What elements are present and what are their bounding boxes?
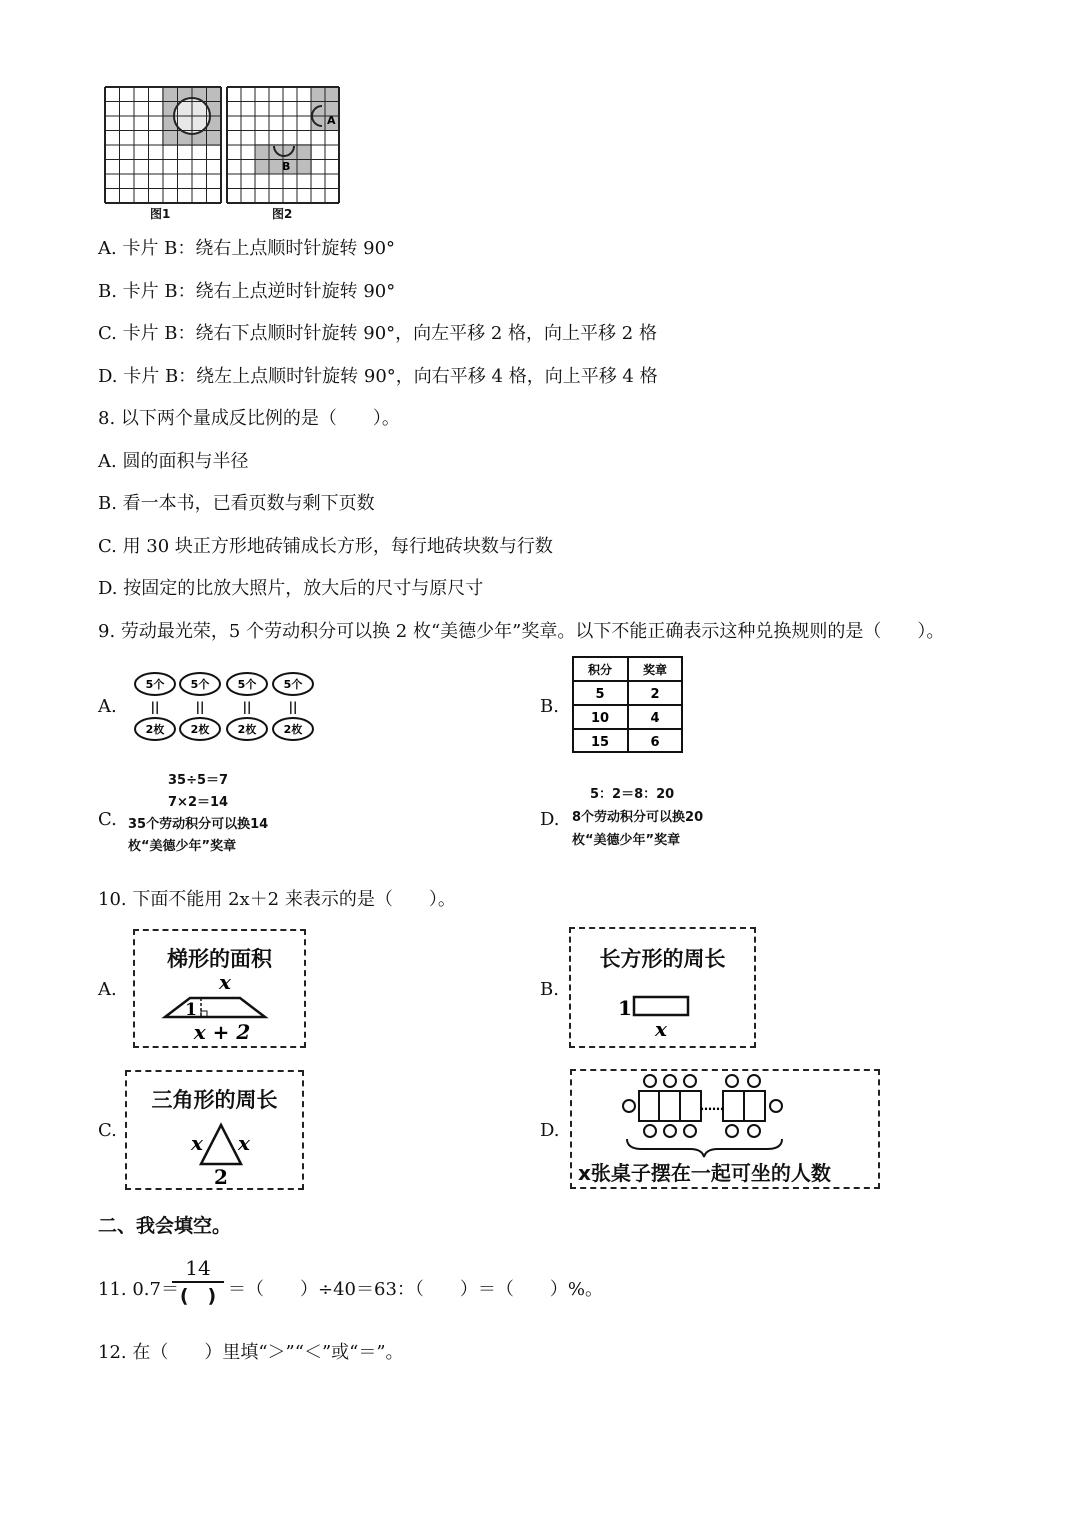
fraction-bar (172, 1281, 224, 1283)
triangle-perimeter-title: 三角形的周长 (151, 1088, 278, 1112)
q11-numerator: 14 (185, 1256, 211, 1280)
q9-label-d: D. (540, 809, 560, 830)
q11-prefix: 11. 0.7＝ (98, 1279, 179, 1300)
q9b-header-points: 积分 (587, 663, 613, 677)
q9-stem: 9. 劳动最光荣，5 个劳动积分可以换 2 枚“美德少年”奖章。以下不能正确表示这种兑换规则的是（ ）。 (98, 621, 945, 642)
q9-label-b: B. (540, 696, 559, 717)
q10-label-b: B. (540, 979, 559, 1000)
q9b-header-medals: 奖章 (642, 663, 668, 677)
q9a-eq-1: || (150, 700, 160, 714)
q9b-cell: 5 (595, 687, 605, 702)
q9b-cell: 15 (590, 735, 610, 750)
q9c-line-1: 35÷5＝7 (168, 773, 229, 788)
rectangle-bottom-x: x (655, 1017, 667, 1041)
q11-denominator: ( ) (179, 1285, 217, 1307)
q11-suffix: ＝（ ）÷40＝63：（ ）＝（ ）%。 (228, 1279, 603, 1300)
q8-option-d: D. 按固定的比放大照片，放大后的尺寸与原尺寸 (98, 578, 484, 599)
q9a-bottom-3: 2枚 (237, 723, 257, 736)
q7-option-b: B. 卡片 B：绕右上点逆时针旋转 90° (98, 281, 396, 302)
trapezoid-top-x: x (219, 970, 231, 994)
grid-figure-1 (104, 86, 222, 204)
q9-option-c-text (128, 770, 268, 858)
trapezoid-area-title: 梯形的面积 (167, 947, 272, 971)
q8-option-a: A. 圆的面积与半径 (98, 451, 249, 472)
q10-label-c: C. (98, 1120, 117, 1141)
q8-option-b: B. 看一本书，已看页数与剩下页数 (98, 493, 375, 514)
grid-figure-2 (226, 86, 340, 204)
triangle-base: 2 (214, 1165, 228, 1189)
tables-caption: x张桌子摆在一起可坐的人数 (578, 1161, 831, 1185)
q9-option-b-table (572, 656, 684, 754)
q9a-eq-2: || (195, 700, 205, 714)
figure-label-a: A (327, 114, 336, 127)
q9b-cell: 2 (650, 687, 660, 702)
q9a-top-4: 5个 (283, 678, 303, 691)
q9a-bottom-2: 2枚 (190, 723, 210, 736)
q9a-bottom-4: 2枚 (283, 723, 303, 736)
triangle-left-x: x (191, 1131, 203, 1155)
q9b-cell: 6 (650, 735, 660, 750)
q10-option-a-box (133, 929, 306, 1048)
q7-option-d: D. 卡片 B：绕左上点顺时针旋转 90°，向右平移 4 格，向上平移 4 格 (98, 366, 658, 387)
q7-option-c: C. 卡片 B：绕右下点顺时针旋转 90°，向左平移 2 格，向上平移 2 格 (98, 323, 657, 344)
figure-1-caption: 图1 (150, 207, 171, 221)
q9-option-a-figure (130, 670, 320, 745)
q9-label-c: C. (98, 809, 117, 830)
q9-option-d-text (572, 783, 703, 852)
q10-option-b-box (569, 927, 756, 1048)
q9b-cell: 10 (590, 711, 610, 726)
q11-fraction (172, 1256, 224, 1308)
trapezoid-bottom: x + 2 (193, 1020, 251, 1044)
q9a-bottom-1: 2枚 (145, 723, 165, 736)
q9a-top-3: 5个 (237, 678, 257, 691)
q9a-top-2: 5个 (190, 678, 210, 691)
q7-option-a: A. 卡片 B：绕右上点顺时针旋转 90° (98, 238, 396, 259)
figure-2-caption: 图2 (272, 207, 293, 221)
rectangle-perimeter-title: 长方形的周长 (599, 947, 726, 971)
q10-option-c-box (125, 1070, 304, 1190)
q9-label-a: A. (98, 696, 117, 717)
q12-stem: 12. 在（ ）里填“＞”“＜”或“＝”。 (98, 1342, 404, 1363)
figure-label-b: B (282, 160, 291, 173)
q10-label-d: D. (540, 1120, 560, 1141)
rectangle-side-1: 1 (618, 996, 632, 1020)
q9a-top-1: 5个 (145, 678, 165, 691)
triangle-right-x: x (238, 1131, 250, 1155)
q9d-line-3: 枚“美德少年”奖章 (572, 833, 681, 848)
q10-label-a: A. (98, 979, 117, 1000)
q9c-line-3: 35个劳动积分可以换14 (128, 817, 269, 832)
q9c-line-4: 枚“美德少年”奖章 (128, 839, 237, 854)
q9d-line-2: 8个劳动积分可以换20 (572, 810, 704, 825)
q9a-eq-3: || (242, 700, 252, 714)
q8-option-c: C. 用 30 块正方形地砖铺成长方形，每行地砖块数与行数 (98, 536, 553, 557)
q8-stem: 8. 以下两个量成反比例的是（ ）。 (98, 408, 400, 429)
q9b-cell: 4 (650, 711, 660, 726)
q10-stem: 10. 下面不能用 2x＋2 来表示的是（ ）。 (98, 889, 456, 910)
q9a-eq-4: || (288, 700, 298, 714)
section-2-title: 二、我会填空。 (98, 1215, 232, 1237)
trapezoid-height: 1 (185, 1000, 197, 1020)
tables-ellipsis: …… (700, 1099, 724, 1113)
q10-option-d-box (570, 1069, 880, 1189)
q9c-line-2: 7×2＝14 (168, 795, 229, 810)
q9d-line-1: 5：2＝8：20 (590, 787, 675, 802)
